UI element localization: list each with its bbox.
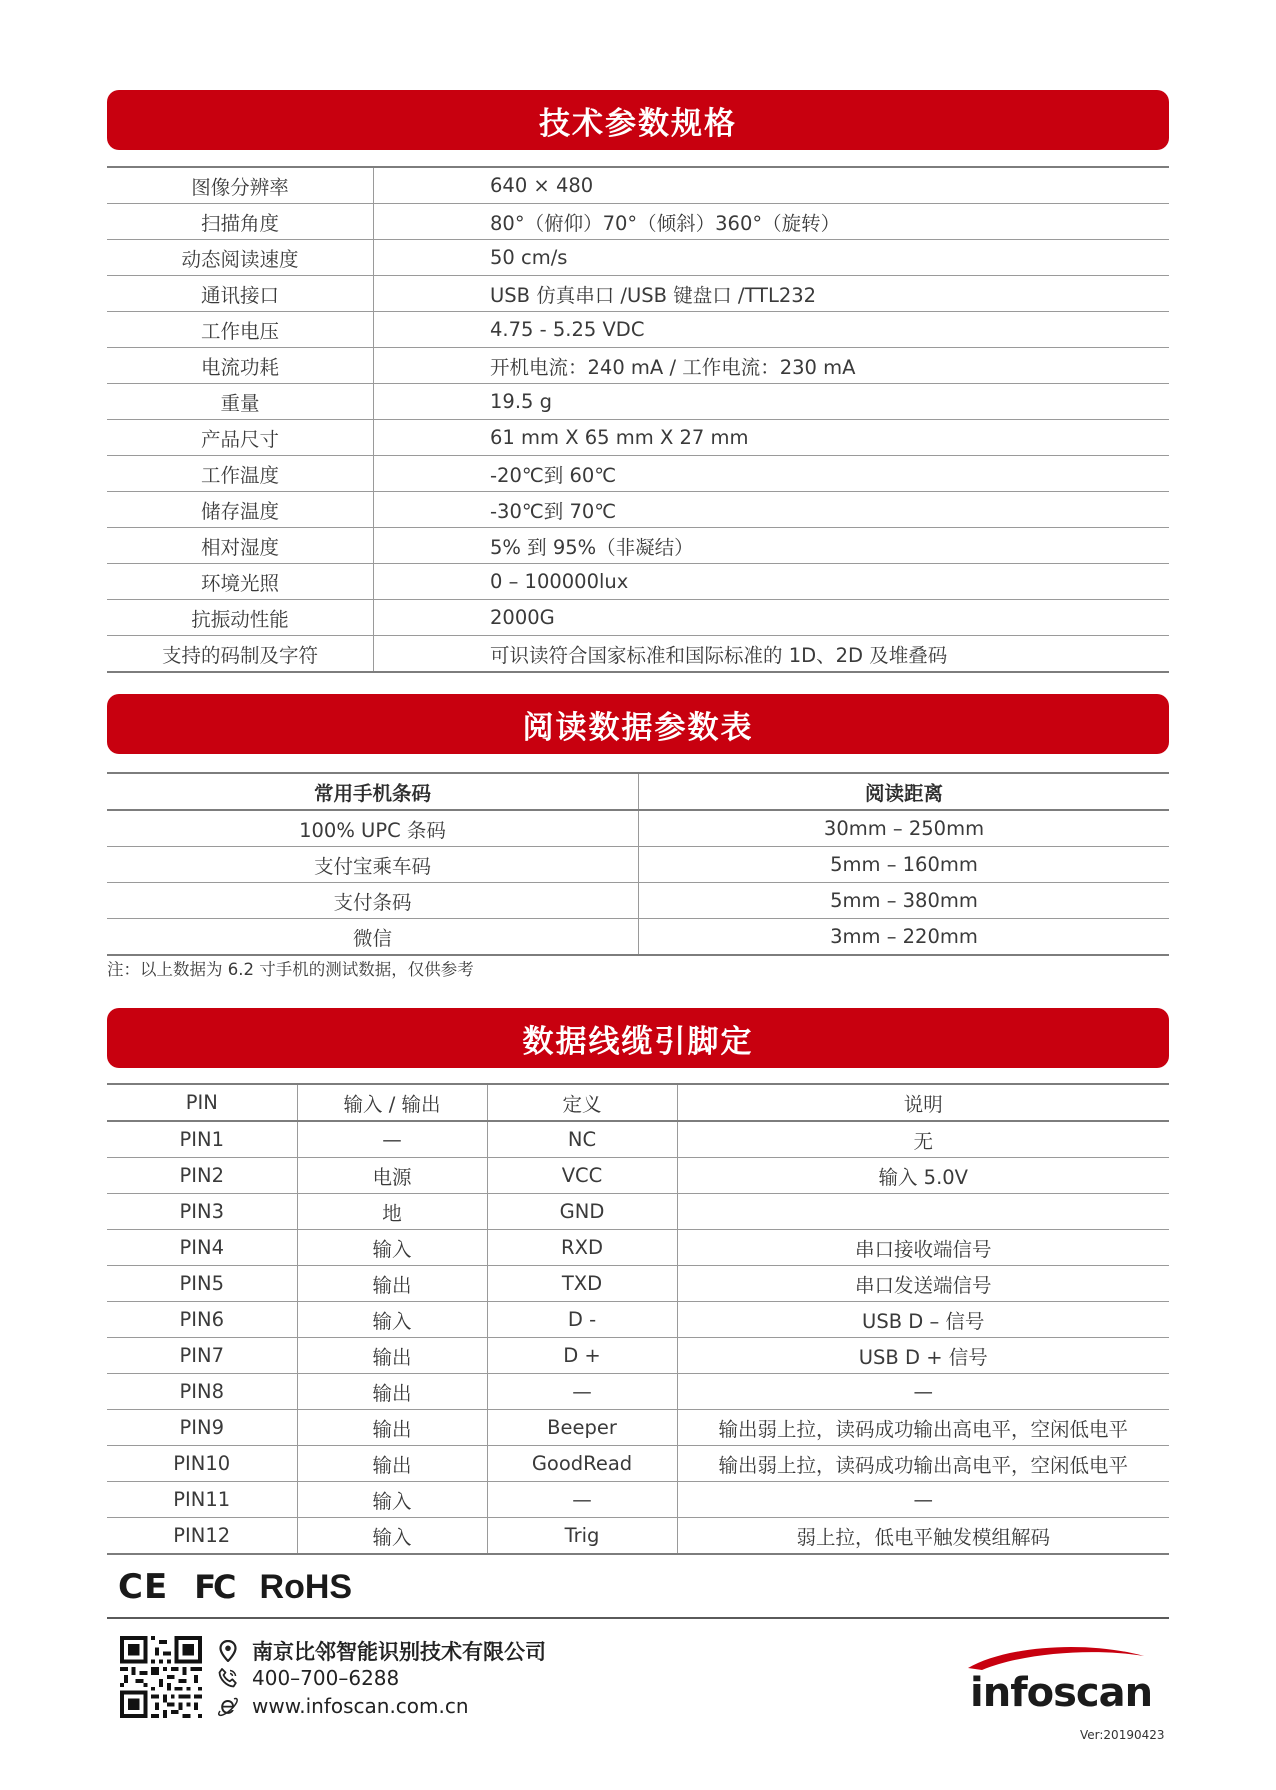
- spec-row: [107, 167, 1169, 204]
- reading-row: [107, 810, 1169, 847]
- reading-section-header: [107, 694, 1169, 754]
- spec-param: 相对湿度: [107, 528, 374, 564]
- reading-row: [107, 847, 1169, 883]
- qr-code: [120, 1636, 202, 1718]
- pin-io: —: [297, 1121, 487, 1158]
- pin-description: 弱上拉，低电平触发模组解码: [796, 1525, 1050, 1549]
- spec-row: [107, 456, 1169, 492]
- pin-io: 输入: [297, 1518, 487, 1555]
- reading-header-distance: 阅读距离: [864, 781, 943, 805]
- pin-definition: GND: [487, 1194, 677, 1230]
- rohs-mark: RoHS: [259, 1567, 353, 1606]
- spec-value: -30℃到 70℃: [490, 499, 617, 523]
- spec-param: 产品尺寸: [107, 420, 374, 456]
- specs-section-header: [107, 90, 1169, 150]
- pin-io: 输出: [297, 1338, 487, 1374]
- pin-description: USB D – 信号: [862, 1309, 985, 1333]
- reading-barcode: 微信: [107, 919, 639, 956]
- spec-value: 可识读符合国家标准和国际标准的 1D、2D 及堆叠码: [490, 643, 948, 667]
- fcc-mark: FC: [194, 1568, 234, 1606]
- spec-param: 环境光照: [107, 564, 374, 600]
- pin-row: [107, 1121, 1169, 1158]
- spec-param: 工作温度: [107, 456, 374, 492]
- spec-row: [107, 276, 1169, 312]
- pin-description: 无: [913, 1129, 933, 1153]
- pin-definition: TXD: [487, 1266, 677, 1302]
- reading-note: 注：以上数据为 6.2 寸手机的测试数据，仅供参考: [107, 960, 474, 979]
- spec-param: 图像分辨率: [107, 167, 374, 204]
- pin-io: 输出: [297, 1446, 487, 1482]
- location-pin-icon: [216, 1639, 240, 1663]
- phone-icon: [216, 1666, 240, 1690]
- pin-io: 输入: [297, 1482, 487, 1518]
- pin-row: [107, 1158, 1169, 1194]
- spec-value: 50 cm/s: [490, 246, 568, 269]
- pin-id: PIN12: [107, 1518, 297, 1555]
- spec-param: 动态阅读速度: [107, 240, 374, 276]
- spec-value: 开机电流：240 mA / 工作电流：230 mA: [490, 355, 856, 379]
- reading-distance: 3mm – 220mm: [830, 925, 978, 948]
- ce-mark: CE: [118, 1567, 169, 1607]
- pins-header-description: 说明: [903, 1092, 943, 1116]
- pin-id: PIN1: [107, 1121, 297, 1158]
- version-label: Ver:20190423: [1080, 1728, 1165, 1742]
- pins-section-header: [107, 1008, 1169, 1068]
- pin-definition: RXD: [487, 1230, 677, 1266]
- specs-table: [107, 166, 1169, 673]
- pins-table: [107, 1083, 1169, 1555]
- spec-row: [107, 492, 1169, 528]
- spec-value: 2000G: [490, 606, 555, 629]
- pin-definition: —: [487, 1482, 677, 1518]
- pins-header-io: 输入 / 输出: [297, 1084, 487, 1121]
- pin-row: [107, 1230, 1169, 1266]
- pin-description: 输出弱上拉，读码成功输出高电平，空闲低电平: [718, 1453, 1128, 1477]
- pin-definition: GoodRead: [487, 1446, 677, 1482]
- pin-id: PIN4: [107, 1230, 297, 1266]
- spec-value: 19.5 g: [490, 390, 552, 413]
- certification-marks: [118, 1565, 352, 1609]
- reading-header-row: [107, 773, 1169, 810]
- pin-id: PIN9: [107, 1410, 297, 1446]
- reading-section-title: 阅读数据参数表: [522, 709, 754, 746]
- reading-table: [107, 772, 1169, 956]
- reading-distance: 30mm – 250mm: [823, 817, 985, 840]
- pin-definition: NC: [487, 1121, 677, 1158]
- pin-row: [107, 1482, 1169, 1518]
- reading-barcode: 支付条码: [107, 883, 639, 919]
- footer-divider: [107, 1617, 1169, 1619]
- pin-description: —: [913, 1380, 933, 1403]
- pin-description: [677, 1194, 1169, 1230]
- phone-line: [216, 1666, 399, 1690]
- specs-section-title: 技术参数规格: [539, 105, 737, 142]
- spec-param: 重量: [107, 384, 374, 420]
- pins-section-title: 数据线缆引脚定: [522, 1023, 754, 1060]
- pin-io: 输入: [297, 1302, 487, 1338]
- spec-param: 通讯接口: [107, 276, 374, 312]
- reading-distance: 5mm – 380mm: [830, 889, 978, 912]
- pin-row: [107, 1446, 1169, 1482]
- pin-row: [107, 1266, 1169, 1302]
- pin-row: [107, 1518, 1169, 1555]
- spec-param: 扫描角度: [107, 204, 374, 240]
- pin-description: 串口接收端信号: [854, 1237, 992, 1261]
- company-line: [216, 1636, 546, 1666]
- reading-barcode: 100% UPC 条码: [107, 810, 639, 847]
- pin-description: USB D + 信号: [858, 1345, 988, 1369]
- browser-e-icon: [216, 1694, 240, 1718]
- pin-row: [107, 1194, 1169, 1230]
- pin-io: 电源: [297, 1158, 487, 1194]
- pins-header-definition: 定义: [487, 1084, 677, 1121]
- pin-id: PIN6: [107, 1302, 297, 1338]
- pin-id: PIN3: [107, 1194, 297, 1230]
- spec-param: 工作电压: [107, 312, 374, 348]
- spec-value: -20℃到 60℃: [490, 463, 617, 487]
- reading-header-barcode: 常用手机条码: [107, 773, 639, 810]
- spec-value: 640 × 480: [490, 174, 594, 197]
- pin-id: PIN8: [107, 1374, 297, 1410]
- pin-id: PIN2: [107, 1158, 297, 1194]
- pin-io: 输出: [297, 1374, 487, 1410]
- pin-id: PIN10: [107, 1446, 297, 1482]
- pin-io: 输出: [297, 1266, 487, 1302]
- pin-id: PIN11: [107, 1482, 297, 1518]
- pins-header-pin: PIN: [107, 1084, 297, 1121]
- pin-id: PIN5: [107, 1266, 297, 1302]
- spec-param: 储存温度: [107, 492, 374, 528]
- pin-row: [107, 1410, 1169, 1446]
- pin-description: 串口发送端信号: [854, 1273, 992, 1297]
- spec-row: [107, 384, 1169, 420]
- pin-definition: —: [487, 1374, 677, 1410]
- spec-row: [107, 636, 1169, 673]
- reading-distance: 5mm – 160mm: [830, 853, 978, 876]
- spec-value: 4.75 - 5.25 VDC: [490, 318, 645, 341]
- pin-definition: D +: [487, 1338, 677, 1374]
- spec-row: [107, 600, 1169, 636]
- pin-io: 输出: [297, 1410, 487, 1446]
- spec-row: [107, 312, 1169, 348]
- spec-row: [107, 348, 1169, 384]
- pins-header-row: [107, 1084, 1169, 1121]
- pin-definition: Trig: [487, 1518, 677, 1555]
- pin-row: [107, 1374, 1169, 1410]
- spec-value: 0 – 100000lux: [490, 570, 629, 593]
- pin-row: [107, 1302, 1169, 1338]
- spec-value: 61 mm X 65 mm X 27 mm: [490, 426, 749, 449]
- spec-value: 80°（俯仰）70°（倾斜）360°（旋转）: [490, 211, 841, 235]
- website-line: [216, 1694, 469, 1718]
- phone-number: 400–700–6288: [252, 1666, 400, 1690]
- pin-definition: Beeper: [487, 1410, 677, 1446]
- spec-row: [107, 420, 1169, 456]
- pin-io: 输入: [297, 1230, 487, 1266]
- spec-row: [107, 240, 1169, 276]
- pin-id: PIN7: [107, 1338, 297, 1374]
- reading-row: [107, 883, 1169, 919]
- pin-definition: D -: [487, 1302, 677, 1338]
- spec-value: USB 仿真串口 /USB 键盘口 /TTL232: [490, 283, 817, 307]
- website-url: www.infoscan.com.cn: [252, 1694, 469, 1718]
- pin-description: 输入 5.0V: [878, 1165, 969, 1189]
- spec-param: 电流功耗: [107, 348, 374, 384]
- pin-description: 输出弱上拉，读码成功输出高电平，空闲低电平: [718, 1417, 1128, 1441]
- spec-row: [107, 564, 1169, 600]
- spec-row: [107, 204, 1169, 240]
- pin-description: —: [913, 1488, 933, 1511]
- spec-param: 抗振动性能: [107, 600, 374, 636]
- spec-row: [107, 528, 1169, 564]
- pin-row: [107, 1338, 1169, 1374]
- infoscan-logo: infoscan: [970, 1670, 1153, 1716]
- spec-value: 5% 到 95%（非凝结）: [490, 535, 694, 559]
- spec-param: 支持的码制及字符: [107, 636, 374, 673]
- company-name: 南京比邻智能识别技术有限公司: [252, 1640, 546, 1664]
- reading-row: [107, 919, 1169, 956]
- pin-io: 地: [297, 1194, 487, 1230]
- pin-definition: VCC: [487, 1158, 677, 1194]
- reading-barcode: 支付宝乘车码: [107, 847, 639, 883]
